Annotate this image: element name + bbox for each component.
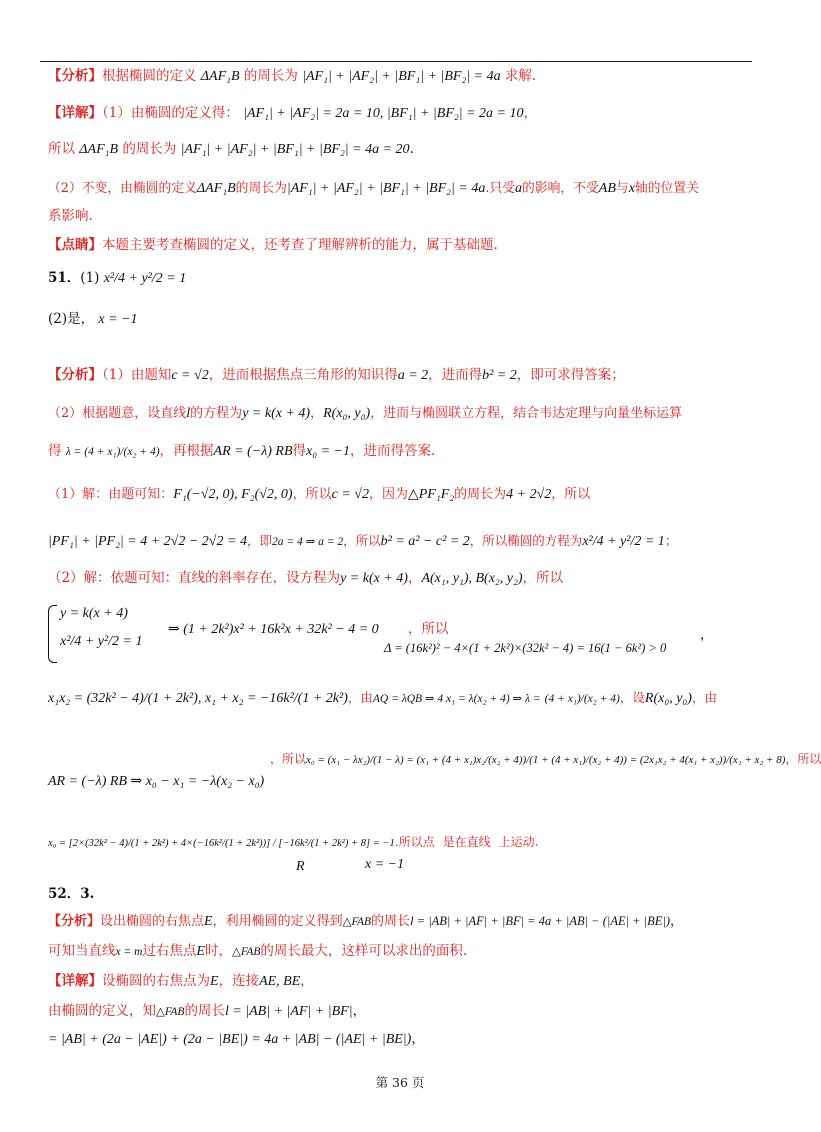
math: |PF₁| + |PF₂| = 4 + 2√2 − 2√2 = 4 xyxy=(48,534,247,549)
text: ， xyxy=(300,973,314,989)
math: y = k(x + 4) xyxy=(340,571,408,586)
text: ，由 xyxy=(347,690,373,705)
text: ，利用椭圆的定义得到 xyxy=(212,914,343,929)
text: 时， xyxy=(204,943,232,959)
math: 4 + 2√2 xyxy=(506,487,552,502)
detail-line-4 xyxy=(48,208,760,225)
math: x²/4 + y²/2 = 1 xyxy=(103,271,187,286)
math: (4 + x₁)/(x₂ + 4) xyxy=(544,693,620,705)
math: y = k(x + 4) xyxy=(242,406,311,421)
text: ，所以 xyxy=(292,487,332,502)
math: Δ = (16k²)² − 4×(1 + 2k²)×(32k² − 4) = 16(1 − 6k²) > 0 xyxy=(384,641,667,655)
text: 得 xyxy=(292,443,307,459)
text: 本题主要考查椭圆的定义，还考查了理解辨析的能力，属于基础题. xyxy=(102,237,498,253)
text: 的影响，不受 xyxy=(522,181,599,196)
detail-line-52-3 xyxy=(48,1031,760,1049)
math: l xyxy=(186,406,191,421)
math: E xyxy=(204,914,213,929)
text: 的周长最大，这样可以求出的面积. xyxy=(260,943,468,959)
text: ，进而得 xyxy=(428,367,483,383)
math: x₀ = (x₁ − λx₂)/(1 − λ) = (x₁ + (4 + x₁)x₂/(x₂ + 4))/(1 + (4 + x₁)/(x₂ + 4)) = (2x₁x₂ + 4(x₁ + x₂))/(x₁ + x₂ + 8) xyxy=(306,754,786,766)
math: R xyxy=(296,859,305,874)
analysis-line-52-1 xyxy=(48,913,760,931)
math: y = k(x + 4) xyxy=(60,606,128,621)
text: ， xyxy=(310,406,324,421)
analysis-line-51-1 xyxy=(48,367,760,385)
math: x xyxy=(628,181,635,196)
question-number: 52．3. xyxy=(48,886,95,902)
text: ，所以 xyxy=(343,533,381,548)
text: ，即 xyxy=(246,533,272,548)
answer-51-part2 xyxy=(48,311,760,329)
math: AE, BE xyxy=(259,974,301,989)
text: ； xyxy=(664,533,678,548)
text: ， xyxy=(670,914,684,929)
text: ， xyxy=(407,570,422,586)
solution-51-system xyxy=(48,605,760,665)
text: 的周长为 xyxy=(122,141,177,157)
math: AB xyxy=(598,181,616,196)
text: .只受 xyxy=(485,181,515,196)
math: |AF₁| + |AF₂| + |BF₁| + |BF₂| = 4a xyxy=(302,69,501,84)
text: ， xyxy=(700,627,714,643)
analysis-line-50 xyxy=(48,68,760,86)
solution-51-1a xyxy=(48,486,760,504)
math: A(x₁, y₁), B(x₂, y₂) xyxy=(421,571,523,586)
text: ，再根据 xyxy=(159,443,214,459)
text: ，进而得答案. xyxy=(350,443,436,459)
text: 系影响. xyxy=(48,208,93,224)
text: 设出椭圆的右焦点 xyxy=(100,914,205,929)
math: x = −1 xyxy=(98,312,138,327)
math: b² = a² − c² = 2 xyxy=(380,534,470,549)
text: 的周长为 xyxy=(235,181,287,196)
tag-comment: 【点睛】 xyxy=(48,237,102,253)
text: ，所以椭圆的方程为 xyxy=(469,533,583,548)
math: x = −1 xyxy=(365,857,405,872)
analysis-line-52-2 xyxy=(48,943,760,961)
text: . xyxy=(409,141,414,157)
detail-line-1 xyxy=(48,105,760,123)
text: ，所以 xyxy=(270,752,307,766)
text: 得 xyxy=(48,443,62,459)
text: ， xyxy=(411,1031,425,1047)
text: （1）解：由题可知： xyxy=(48,487,174,502)
math: F₁(−√2, 0), F₂(√2, 0) xyxy=(173,487,293,502)
analysis-line-51-2 xyxy=(48,405,760,423)
text: ，所以 xyxy=(522,570,564,586)
system-brace xyxy=(48,605,57,663)
math: x²/4 + y²/2 = 1 xyxy=(60,634,143,649)
math: c = √2 xyxy=(331,487,369,502)
math: b² = 2 xyxy=(482,368,517,383)
text: ，所以 xyxy=(785,752,821,766)
solution-51-vector xyxy=(48,773,760,791)
text: ， xyxy=(523,105,537,121)
text: 可知当直线 xyxy=(48,943,116,959)
answer-51-part1 xyxy=(48,270,760,288)
text: 的周长为 xyxy=(454,487,507,502)
math: |AF₁| + |AF₂| + |BF₁| + |BF₂| = 4a xyxy=(286,181,486,196)
math: λ = (4 + x₁)/(x₂ + 4) xyxy=(65,446,160,458)
tag-detail: 【详解】 xyxy=(48,973,102,989)
math: x²/4 + y²/2 = 1 xyxy=(582,534,665,549)
math: R(x₀, y₀) xyxy=(323,406,371,421)
text: 根据椭圆的定义 xyxy=(102,68,197,84)
text: (2)是， xyxy=(48,311,95,327)
text: （2）不变，由椭圆的定义 xyxy=(48,181,197,196)
detail-line-52-1 xyxy=(48,973,760,991)
text: 所以 xyxy=(48,141,75,157)
math: R(x₀, y₀) xyxy=(644,691,692,706)
text: 过右焦点 xyxy=(142,943,197,959)
question-number: 51． xyxy=(48,270,81,286)
text: 上运动. xyxy=(498,835,539,849)
text: （1）由题知 xyxy=(102,367,172,383)
text: ，连接 xyxy=(218,973,260,989)
text: （1）由椭圆的定义得： xyxy=(102,105,239,121)
text: ，由 xyxy=(691,690,717,705)
text: ，所以 xyxy=(551,487,591,502)
math: 2a = 4 ⇒ a = 2 xyxy=(271,536,344,548)
page-number: 第 36 页 xyxy=(375,1075,425,1090)
math: ΔAF₁B xyxy=(79,142,119,157)
text: 由椭圆的定义，知 xyxy=(48,1003,156,1019)
text: (1) xyxy=(80,270,100,286)
math: a xyxy=(515,181,522,196)
math: c = √2 xyxy=(171,368,209,383)
text: .所以点 xyxy=(394,835,435,849)
math: |AF₁| + |AF₂| = 2a = 10, |BF₁| + |BF₂| = 2a = 10 xyxy=(243,106,524,121)
text: ，设 xyxy=(619,690,645,705)
math: E xyxy=(196,944,205,959)
solution-51-vieta xyxy=(48,690,760,708)
solution-51-x0 xyxy=(48,752,821,768)
text: （2）根据题意，设直线 xyxy=(48,406,187,421)
text: ，进而根据焦点三角形的知识得 xyxy=(208,367,398,383)
math: ΔAF₁B xyxy=(196,181,236,196)
solution-51-2a xyxy=(48,570,760,588)
text: ，因为 xyxy=(368,487,408,502)
text: 是在直线 xyxy=(442,835,491,849)
math: x₀ = −1 xyxy=(306,444,351,459)
text: ，进而与椭圆联立方程，结合韦达定理与向量坐标运算 xyxy=(370,406,683,421)
text: 与 xyxy=(615,181,629,196)
text: 设椭圆的右焦点为 xyxy=(102,973,210,989)
math: ΔAF₁B xyxy=(200,69,240,84)
tag-analysis: 【分析】 xyxy=(48,68,102,84)
math: △FAB xyxy=(231,946,261,958)
math: ⇒ (1 + 2k²)x² + 16k²x + 32k² − 4 = 0 xyxy=(168,622,379,637)
detail-line-3 xyxy=(48,180,760,198)
analysis-line-51-3 xyxy=(48,443,760,461)
tag-detail: 【详解】 xyxy=(48,105,102,121)
comment-line-50 xyxy=(48,237,760,254)
solution-51-result xyxy=(48,835,760,874)
tag-analysis: 【分析】 xyxy=(48,914,101,929)
text: ，所以 xyxy=(408,621,449,637)
math: E xyxy=(210,974,219,989)
tag-analysis: 【分析】 xyxy=(48,367,102,383)
text: 的周长为 xyxy=(243,68,298,84)
answer-52 xyxy=(48,886,760,903)
text: ， xyxy=(352,1003,367,1019)
math: △PF₁F₂ xyxy=(407,487,455,502)
text: 求解. xyxy=(504,68,537,84)
text: 的周长 xyxy=(184,1003,225,1019)
text: 的周长 xyxy=(371,914,411,929)
math: a = 2 xyxy=(397,368,429,383)
math: x₁x₂ = (32k² − 4)/(1 + 2k²), x₁ + x₂ = −16k²/(1 + 2k²) xyxy=(48,691,348,706)
math: x₀ = [2×(32k² − 4)/(1 + 2k²) + 4×(−16k²/(1 + 2k²))] / [−16k²/(1 + 2k²) + 8] = −1 xyxy=(48,838,395,849)
text: （2）解：依题可知：直线的斜率存在，设方程为 xyxy=(48,570,341,586)
math: l = |AB| + |AF| + |BF| = 4a + |AB| − (|AE| + |BE|) xyxy=(410,914,671,928)
math: x = m xyxy=(115,946,143,958)
math: |AF₁| + |AF₂| + |BF₁| + |BF₂| = 4a = 20 xyxy=(180,142,410,157)
math: △FAB xyxy=(342,916,372,928)
math: l = |AB| + |AF| + |BF| xyxy=(224,1004,353,1019)
math: = |AB| + (2a − |AE|) + (2a − |BE|) = 4a + |AB| − (|AE| + |BE|) xyxy=(48,1032,412,1047)
text: 的方程为 xyxy=(190,406,243,421)
math: AQ = λQB ⇒ 4 x₁ = λ(x₂ + 4) ⇒ λ = xyxy=(372,693,541,705)
math: AR = (−λ) RB xyxy=(213,444,293,459)
math: △FAB xyxy=(156,1006,185,1018)
detail-line-2 xyxy=(48,141,760,159)
solution-51-1b xyxy=(48,533,760,551)
detail-line-52-2 xyxy=(48,1003,760,1021)
header-rule xyxy=(40,61,752,62)
text: ，即可求得答案； xyxy=(516,367,625,383)
math: AR = (−λ) RB ⇒ x₀ − x₁ = −λ(x₂ − x₀) xyxy=(48,774,265,789)
text: 轴的位置关 xyxy=(634,181,699,196)
